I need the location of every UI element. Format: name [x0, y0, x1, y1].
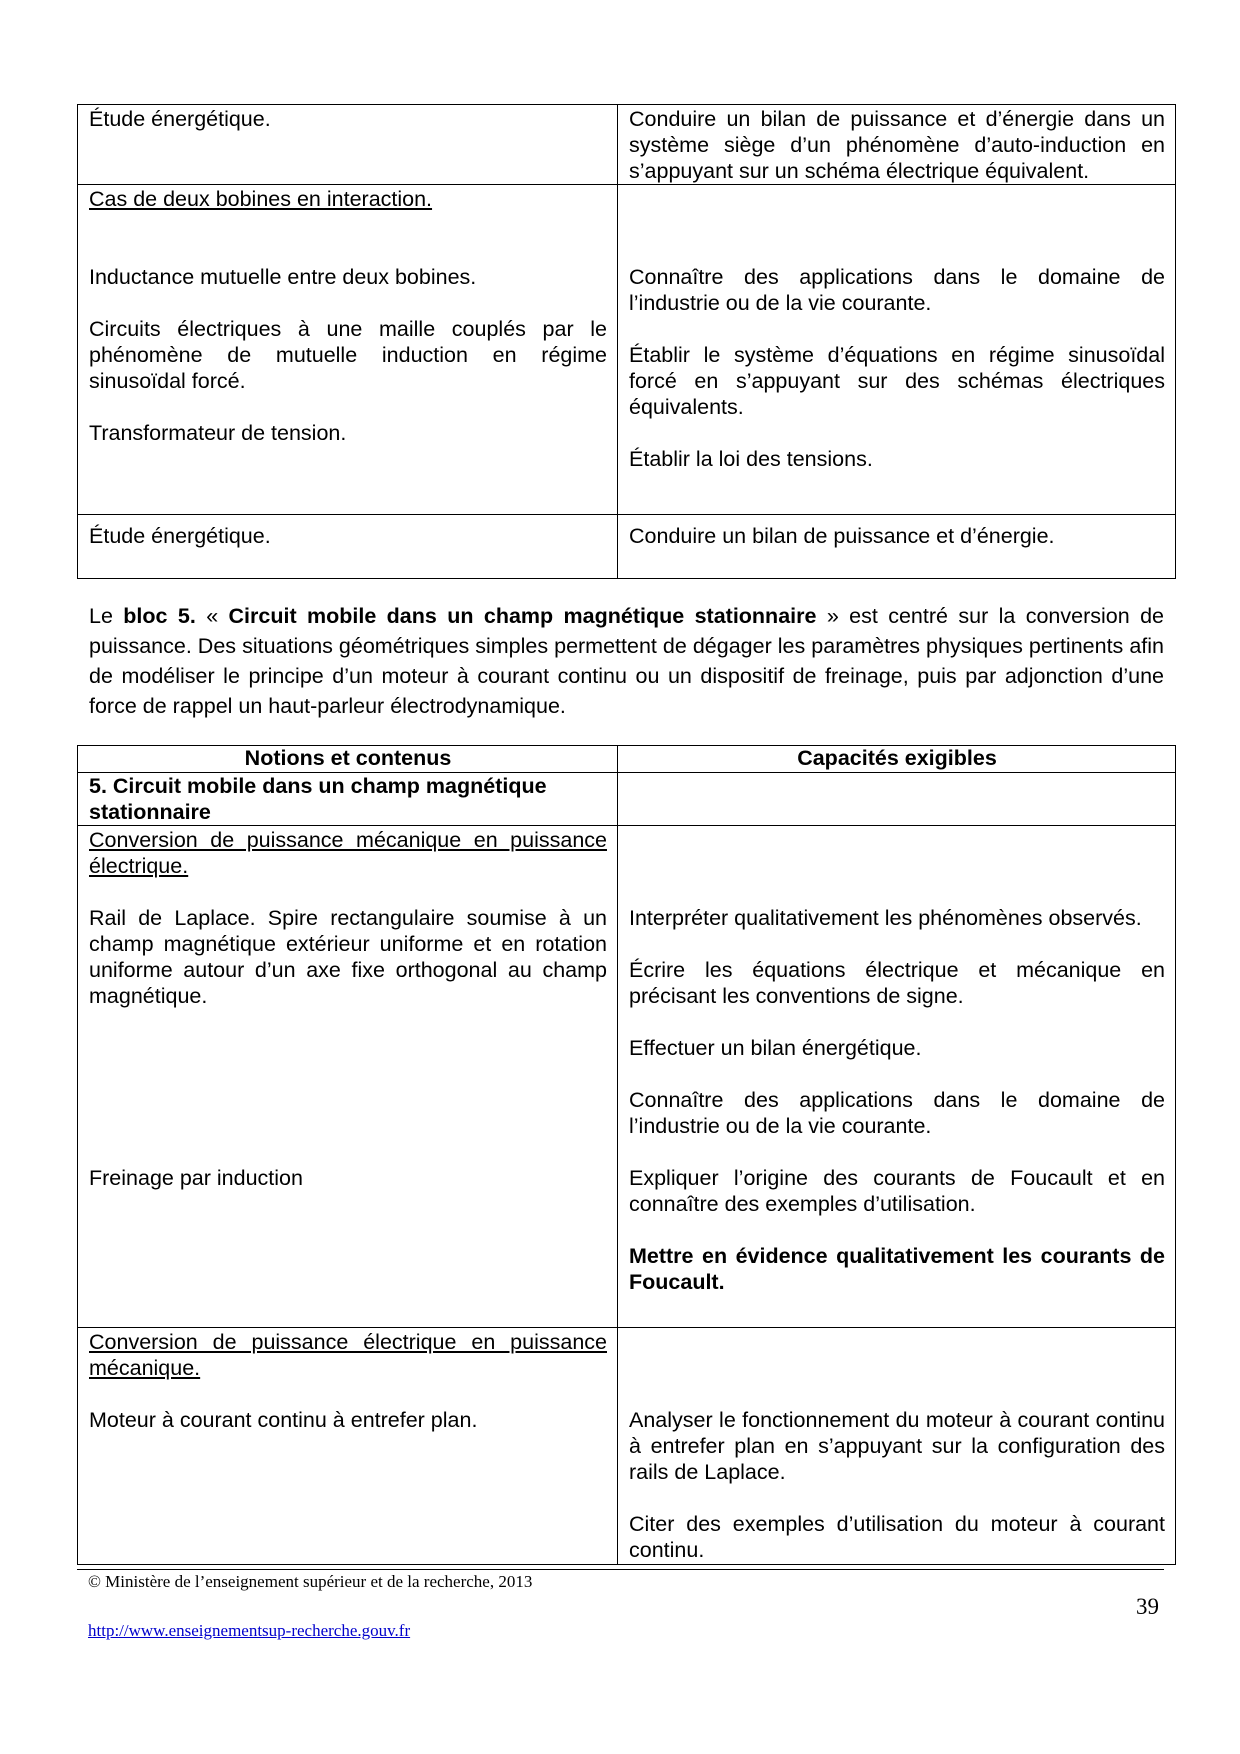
- cell-capacite: [618, 105, 1176, 185]
- cell-notion: [78, 1328, 618, 1565]
- cell-notion: [78, 185, 618, 515]
- cell-notion: [78, 515, 618, 579]
- table-section-row: [78, 773, 1176, 826]
- table-row: [78, 185, 1176, 515]
- cell-capacite: [618, 826, 1176, 1328]
- para-bloc: bloc 5.: [123, 604, 196, 628]
- capacite-text: Écrire les équations électrique et mécanique en précisant les conventions de signe.: [629, 958, 1165, 1008]
- table-continuation: [77, 104, 1176, 579]
- table-row: [78, 105, 1176, 185]
- notion-text: Inductance mutuelle entre deux bobines.: [89, 265, 477, 289]
- table-row: [78, 1328, 1176, 1565]
- notion-heading: Conversion de puissance mécanique en puissance électrique.: [89, 828, 607, 878]
- notion-heading: Cas de deux bobines en interaction.: [89, 187, 433, 211]
- capacite-text: Connaître des applications dans le domaine de l’industrie ou de la vie courante.: [629, 1088, 1165, 1138]
- table-bloc-5: [77, 745, 1176, 1565]
- footer-divider: [77, 1569, 1164, 1570]
- header-notions: Notions et contenus: [78, 746, 618, 773]
- section-title: 5. Circuit mobile dans un champ magnétique stationnaire: [89, 774, 547, 824]
- para-title: Circuit mobile dans un champ magnétique stationnaire: [228, 604, 817, 628]
- cell-notion: [78, 773, 618, 826]
- notion-text: Transformateur de tension.: [89, 421, 347, 445]
- para-rest: » est centré sur la conversion de puissance. Des situations géométriques simples permettent de dégager les paramètres physiques pertinents afin de modéliser le principe d’un moteur à courant continu ou un dispositif de freinage, puis par adjonction d’une force de rappel un haut-parleur électrodynamique.: [89, 604, 1164, 718]
- footer-link[interactable]: http://www.enseignementsup-recherche.gouv.fr: [88, 1621, 411, 1640]
- cell-notion: [78, 826, 618, 1328]
- cell-capacite: [618, 515, 1176, 579]
- table-header-row: [78, 746, 1176, 773]
- capacite-text: Expliquer l’origine des courants de Foucault et en connaître des exemples d’utilisation.: [629, 1166, 1165, 1216]
- capacite-text: Connaître des applications dans le domaine de l’industrie ou de la vie courante.: [629, 265, 1165, 315]
- para-open-quote: «: [195, 604, 229, 628]
- capacite-text: Citer des exemples d’utilisation du moteur à courant continu.: [629, 1512, 1165, 1562]
- capacite-text: Établir le système d’équations en régime sinusoïdal forcé en s’appuyant sur des schémas électriques équivalents.: [629, 343, 1165, 419]
- capacite-text: Conduire un bilan de puissance et d’énergie.: [629, 524, 1055, 548]
- cell-capacite: [618, 773, 1176, 826]
- notion-heading: Conversion de puissance électrique en puissance mécanique.: [89, 1330, 607, 1380]
- page-number: 39: [1136, 1594, 1159, 1619]
- capacite-text: Effectuer un bilan énergétique.: [629, 1036, 922, 1060]
- table-row: [78, 515, 1176, 579]
- para-prefix: Le: [89, 604, 124, 628]
- capacite-text: Interpréter qualitativement les phénomènes observés.: [629, 906, 1142, 930]
- notion-text: Étude énergétique.: [89, 524, 271, 548]
- footer-copyright: © Ministère de l’enseignement supérieur et de la recherche, 2013: [88, 1572, 533, 1591]
- table-row: [78, 826, 1176, 1328]
- notion-text: Rail de Laplace. Spire rectangulaire soumise à un champ magnétique extérieur uniforme et en rotation uniforme autour d’un axe fixe orthogonal au champ magnétique.: [89, 906, 607, 1008]
- capacite-text: Conduire un bilan de puissance et d’énergie dans un système siège d’un phénomène d’auto-induction en s’appuyant sur un schéma électrique équivalent.: [629, 107, 1165, 183]
- notion-text: Étude énergétique.: [89, 107, 271, 131]
- cell-capacite: [618, 185, 1176, 515]
- capacite-text: Analyser le fonctionnement du moteur à courant continu à entrefer plan en s’appuyant sur la configuration des rails de Laplace.: [629, 1408, 1165, 1484]
- cell-capacite: [618, 1328, 1176, 1565]
- header-capacites: Capacités exigibles: [618, 746, 1176, 773]
- notion-text: Moteur à courant continu à entrefer plan.: [89, 1408, 478, 1432]
- cell-notion: [78, 105, 618, 185]
- notion-text: Circuits électriques à une maille couplés par le phénomène de mutuelle induction en régime sinusoïdal forcé.: [89, 317, 607, 393]
- capacite-text: Établir la loi des tensions.: [629, 447, 873, 471]
- notion-text: Freinage par induction: [89, 1166, 303, 1190]
- bloc-description: [89, 601, 1164, 721]
- capacite-text-bold: Mettre en évidence qualitativement les courants de Foucault.: [629, 1244, 1165, 1294]
